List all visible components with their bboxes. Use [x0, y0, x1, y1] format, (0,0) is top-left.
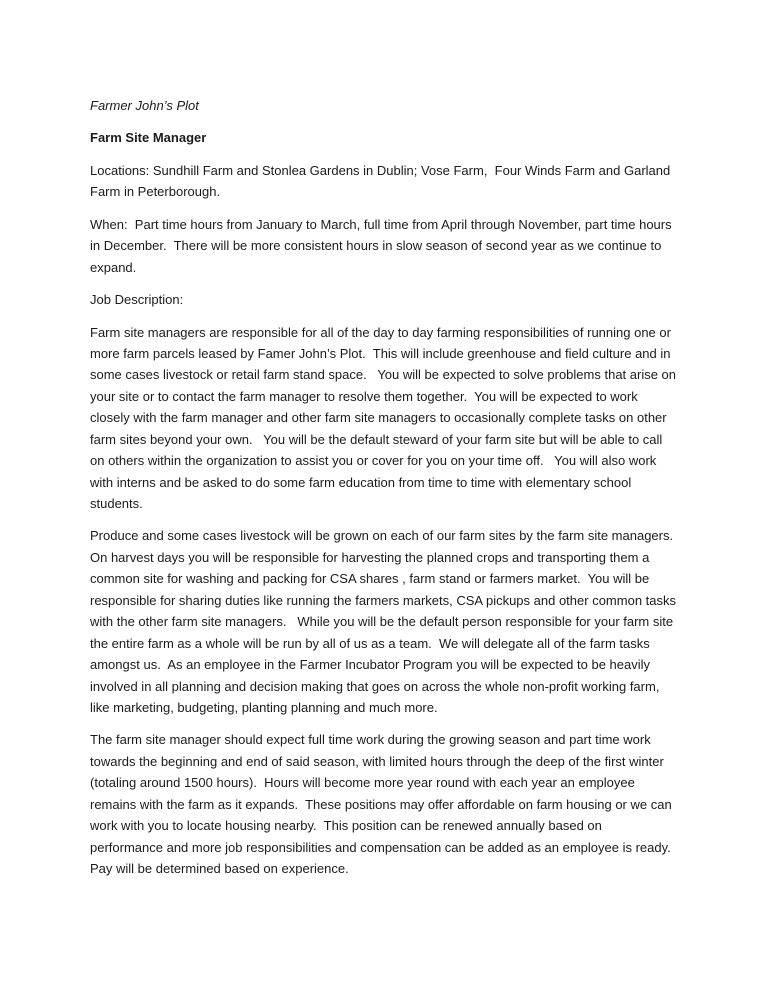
- job-title-heading: Farm Site Manager: [90, 130, 207, 146]
- when-paragraph: When: Part time hours from January to March, full time from April through November, part time hours in December. There will be more consistent hours in slow season of second year as we continue to expand.: [90, 216, 676, 275]
- job-description-paragraph-3: The farm site manager should expect full time work during the growing season and part time work towards the beginning and end of said season, with limited hours through the deep of the first winter (totaling around 1500 hours). Hours will become more year round with each year an employee remains with the farm as it expands. These positions may offer affordable on farm housing or we can work with you to locate housing nearby. This position can be renewed annually based on performance and more job responsibilities and compensation can be added as an employee is ready. Pay will be determined based on experience.: [90, 732, 682, 876]
- document-title: Farmer John’s Plot: [90, 98, 199, 113]
- job-description-paragraph-2: Produce and some cases livestock will be grown on each of our farm sites by the farm site managers. On harvest days you will be responsible for harvesting the planned crops and transporting them a common site for washing and packing for CSA shares , farm stand or farmers market. You will be responsible for sharing duties like running the farmers markets, CSA pickups and other common tasks with the other farm site managers. While you will be the default person responsible for your farm site the entire farm as a whole will be run by all of us as a team. We will delegate all of the farm tasks amongst us. As an employee in the Farmer Incubator Program you will be expected to be heavily involved in all planning and decision making that goes on across the whole non-profit working farm, like marketing, budgeting, planting planning and much more.: [90, 528, 681, 715]
- job-description-label: Job Description:: [90, 292, 184, 308]
- job-description-paragraph-1: Farm site managers are responsible for all of the day to day farming responsibilities of running one or more farm parcels leased by Famer John’s Plot. This will include greenhouse and field culture and in some cases livestock or retail farm stand space. You will be expected to solve problems that arise on your site or to contact the farm manager to resolve them together. You will be expected to work closely with the farm manager and other farm site managers to occasionally complete tasks on other farm sites beyond your own. You will be the default steward of your farm site but will be able to call on others within the organization to assist you or cover for you on your time off. You will also work with interns and be asked to do some farm education from time to time with elementary school students.: [90, 324, 680, 511]
- locations-paragraph: Locations: Sundhill Farm and Stonlea Gardens in Dublin; Vose Farm, Four Winds Farm and Garland Farm in Peterborough.: [90, 162, 674, 200]
